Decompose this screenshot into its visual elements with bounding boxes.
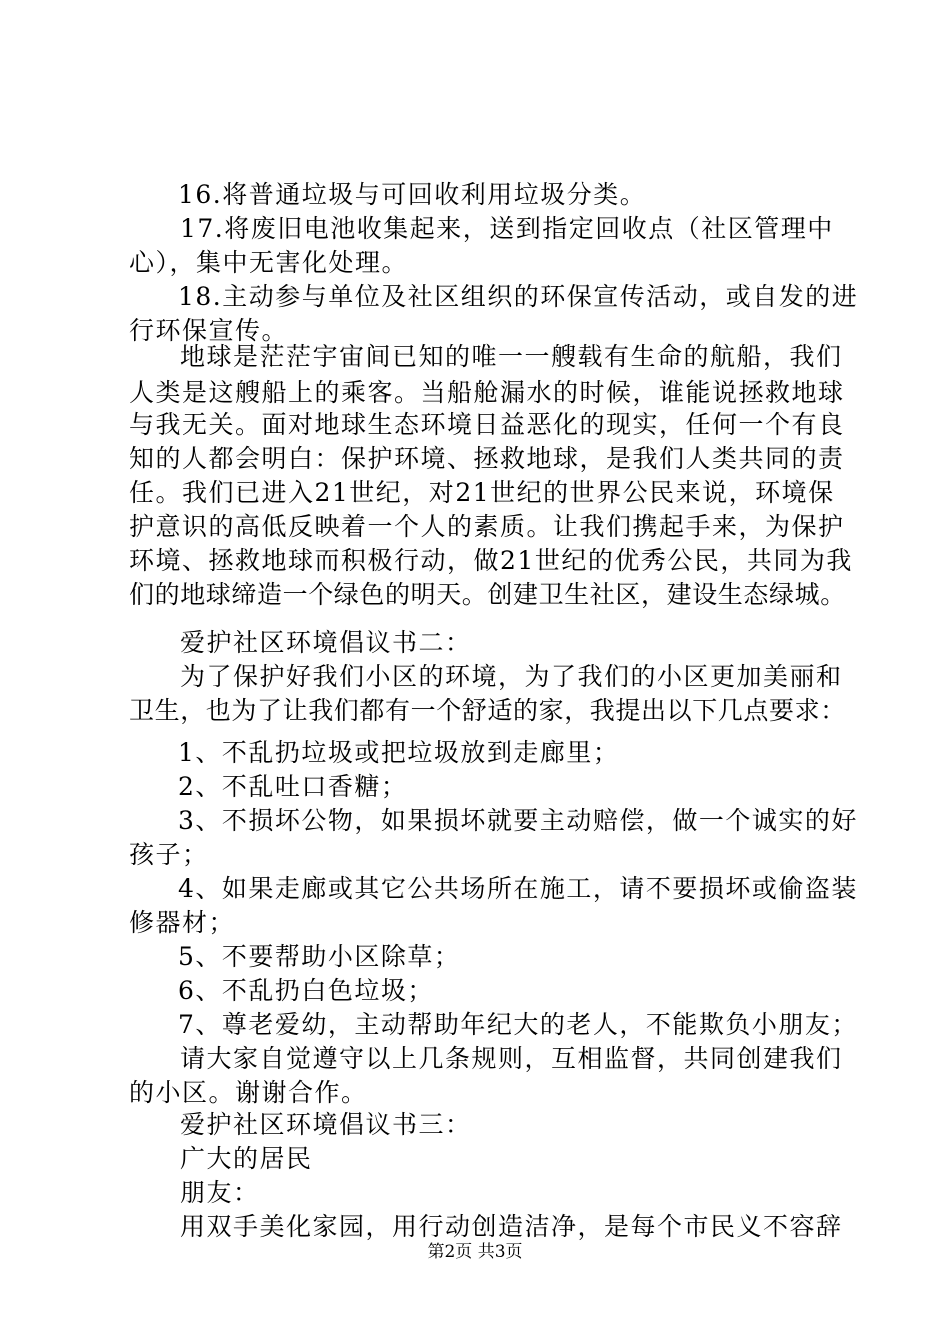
text-line: 的小区。谢谢合作。	[129, 1078, 368, 1107]
list-item: 6、不乱扔白色垃圾；	[178, 976, 434, 1005]
text-line: 们的地球缔造一个绿色的明天。创建卫生社区，建设生态绿城。	[129, 580, 846, 609]
text-line: 朋友：	[180, 1178, 260, 1207]
section-heading: 爱护社区环境倡议书三：	[180, 1110, 472, 1139]
list-item: 3、不损坏公物，如果损坏就要主动赔偿，做一个诚实的好	[178, 806, 858, 835]
text-line: 任。我们已进入21世纪，对21世纪的世界公民来说，环境保	[129, 478, 835, 507]
list-item: 2、不乱吐口香糖；	[178, 772, 408, 801]
text-line: 广大的居民	[180, 1144, 313, 1173]
text-line: 孩子；	[129, 840, 209, 869]
text-line: 人类是这艘船上的乘客。当船舱漏水的时候，谁能说拯救地球	[129, 378, 845, 407]
text-line: 知的人都会明白：保护环境、拯救地球，是我们人类共同的责	[129, 444, 845, 473]
list-item: 5、不要帮助小区除草；	[178, 942, 461, 971]
list-item: 7、尊老爱幼，主动帮助年纪大的老人，不能欺负小朋友；	[178, 1010, 858, 1039]
text-line: 行环保宣传。	[129, 316, 289, 345]
text-line: 地球是茫茫宇宙间已知的唯一一艘载有生命的航船，我们	[180, 342, 843, 371]
text-line: 为了保护好我们小区的环境，为了我们的小区更加美丽和	[180, 662, 843, 691]
page-footer: 第2页 共3页	[427, 1242, 523, 1262]
text-line: 卫生，也为了让我们都有一个舒适的家，我提出以下几点要求：	[129, 696, 846, 725]
text-line: 与我无关。面对地球生态环境日益恶化的现实，任何一个有良	[129, 410, 845, 439]
text-line: 环境、拯救地球而积极行动，做21世纪的优秀公民，共同为我	[129, 546, 853, 575]
text-line: 16.将普通垃圾与可回收利用垃圾分类。	[178, 180, 647, 209]
list-item: 1、不乱扔垃圾或把垃圾放到走廊里；	[178, 738, 620, 767]
text-line: 护意识的高低反映着一个人的素质。让我们携起手来，为保护	[129, 512, 845, 541]
section-heading: 爱护社区环境倡议书二：	[180, 628, 472, 657]
text-line: 请大家自觉遵守以上几条规则，互相监督，共同创建我们	[180, 1044, 843, 1073]
list-item: 4、如果走廊或其它公共场所在施工，请不要损坏或偷盗装	[178, 874, 858, 903]
text-line: 17.将废旧电池收集起来，送到指定回收点（社区管理中	[180, 214, 834, 243]
text-line: 修器材；	[129, 908, 236, 937]
text-line: 心），集中无害化处理。	[129, 248, 409, 277]
text-line: 用双手美化家园，用行动创造洁净，是每个市民义不容辞	[180, 1212, 843, 1241]
text-line: 18.主动参与单位及社区组织的环保宣传活动，或自发的进	[178, 282, 859, 311]
